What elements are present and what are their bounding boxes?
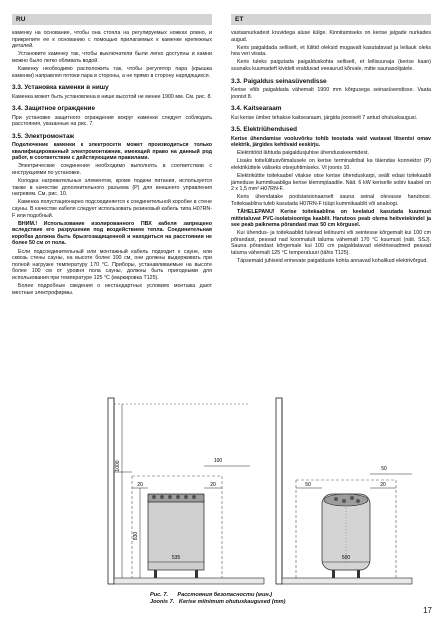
paragraph: Более подробные сведения о нестандартных условиях монтажа дают местные электрофирмы.	[12, 283, 212, 296]
safety-distance-drawing	[100, 396, 423, 592]
paragraph: Каменка полустационарно подсоединяется к соединительной коробке в стене сауны. В качестве кабеля следует использовать резиновый кабель типа H07RN-F или подобный.	[12, 199, 212, 219]
warning-paragraph: TÄHELEPANU! Kerise toitekaablina on keelatud kasutada kuumust mittetaluvat PVC-isolatsiooniga kaablit. Harutoos peab olema heitvetekindel ja see peab paiknema põrandast max 50 cm kõrgusel.	[231, 209, 431, 229]
section-heading-3-3: 3.3. Установка каменки в нишу	[12, 84, 109, 92]
language-tag-ru: RU	[12, 14, 212, 25]
paragraph: Keris paigaldada selliselt, et lülitid oleksid mugavalt kasutatavad ja leiliauk oleks hea veri visata.	[231, 44, 431, 58]
section-heading-3-5: 3.5. Электромонтаж	[12, 132, 75, 140]
paragraph: Каменка может быть установлена в нише высотой не менее 1900 мм. См. рис. 8.	[12, 93, 212, 100]
paragraph: Электрические соединения необходимо выполнять в соответствии с инструкциями по установке.	[12, 163, 212, 177]
paragraph: Kui ühendus- ja toitekaablid tulevad leiliruumi või seintesse kõrgemalt kui 100 cm põrandast, peavad nad koormatult taluma vähemalt 170 °C kuumust (näit. SSJ). Sauna põrandast kõrgemale kui 100 cm paigaldatavad elektriseadmed peavad taluma vähemalt 125 °C temperatuuri (tähis T125).	[231, 230, 431, 257]
paragraph: Täpsemaid juhiseid erinevate paigalduste kohta annavad kohalikud elektrivõrgud.	[237, 258, 428, 265]
warning-paragraph: ВНИМ.! Использование изолированного ПВХ кабеля запрещено вследствие его разрушения под воздействием тепла. Соединительная коробка должна быть брызгозащищенной и находиться на расстоянии не более 50 см от пола.	[12, 220, 212, 247]
left-drawing	[108, 398, 264, 584]
paragraph: Keris tuleks paigutada paigalduskohta selliselt, et leilisuunaja (kerise kaan) suunaks kuumadeft kividelt eralduvad veeaurud kõrvale, mitte saunasolijatele.	[231, 59, 431, 72]
paragraph: Keris ühendatake poolstatsionaarselt sauna seinal olevasse harutoosi. Toitekaablina tuleb kasutada H07RN-F tüüpi kummikaablit või analoogi.	[231, 194, 431, 207]
dim-label: 50	[381, 466, 387, 472]
section-heading-3-5: 3.5. Elektriühendused	[231, 126, 298, 134]
dim-label: 100	[213, 458, 223, 464]
dim-label: 535	[171, 555, 181, 561]
dim-label: 830	[133, 531, 139, 541]
paragraph: каменку на основание, чтобы она стояла на регулируемых ножках ровно, и прикрепите ее к основанию с помощью прилагаемых к каменке крепежных деталей.	[12, 30, 212, 50]
dim-label: 1000	[115, 460, 121, 472]
dim-label: 20	[137, 482, 143, 488]
dim-label: 50	[305, 482, 311, 488]
estonian-column	[231, 30, 431, 266]
section-heading-3-4: 3.4. Защитное ограждение	[12, 105, 96, 113]
paragraph: Lisaks toitelülitusvõimalusele on kerise terminaliribal ka täiendav konnektor (P) elektriküttele väliseks otsejuhtimiseks. Vt joonis 10.	[231, 158, 431, 171]
paragraph: Elektritööd lähtuda paigaldusjuhise ühendusskeemidest.	[237, 150, 369, 157]
warning-paragraph: Подключение каменки к электросети может производиться только квалифицированный электромонтажник, имеющий право на данный род работ, в соответствии с действующими правилами.	[12, 142, 212, 162]
paragraph: vastasnurkadest kruvidega aluse külge. Kinnitamiseks on kerise jalgade nurkades augud.	[231, 30, 431, 43]
paragraph: При установке защитного ограждения вокруг каменки следует соблюдать расстояния, указанные на рис. 7.	[12, 114, 212, 128]
dim-label: 500	[341, 555, 351, 561]
section-heading-3-3: 3.3. Paigaldus seinasüvendisse	[231, 77, 327, 85]
figure-caption	[150, 592, 286, 606]
paragraph: Kui kerise ümber tehakse kaitsearaam, järgida jooniselt 7 antud ohutuskaugusi.	[231, 114, 418, 121]
page-number: 17	[423, 606, 432, 615]
caption-et: Joonis 7. Kerise miinimum ohutuskaugused (mm)	[150, 599, 286, 605]
russian-column	[12, 30, 212, 298]
warning-paragraph: Kerise ühendamise vooluvõrku tohib teostada vaid vastavat litsentsi omav elektrik, järgides kehtivaid eeskirju.	[231, 135, 431, 149]
paragraph: Установите каменку так, чтобы выключатели были легко доступны и камни можно было легко обливать водой.	[12, 51, 212, 64]
paragraph: Колодка нагревательных элементов, кроме подачи питания, используется также в качестве дополнительного разъема (P) для внешнего управления нагревом. См. рис. 10.	[12, 178, 212, 198]
language-tag-et: ET	[231, 14, 431, 25]
paragraph: Kerise võib paigaldada vähemalt 1900 mm kõrgusega seinasüvendisse. Vaata joonist 8.	[231, 86, 431, 100]
paragraph: Каменку необходимо расположить так, чтобы регулятор пара (крышка каменки) направлял потоки пара в стороны, а не прямо в сторону нарядящихся.	[12, 65, 212, 79]
paragraph: Elektriküttte toitekaabel viiakse otse kerise ühenduskarpi, seält edasi toitekaabli jämeduse kummikaabliga kerise klemmplaadile. Näit. 6 kW keriselle sobiv kaabel on 2 x 1,5 mm² H07RN-F.	[231, 173, 431, 193]
caption-ru: Рис. 7. Расстояния безопасности (мин.)	[150, 592, 273, 598]
paragraph: Если подсоединительный или монтажный кабель подходит к сауне, или сквозь стены сауны, на высоте более 100 см, они должны выдерживать при полной нагрузке температуру 170 °С. Приборы, устанавливаемые на высоте более 100 см от уровня пола сауны, должны быть пригодными для использования при температуре 125 °С (маркировка T125).	[12, 248, 212, 281]
dim-label: 20	[380, 482, 386, 488]
safety-distance-figure	[100, 396, 423, 608]
section-heading-3-4: 3.4. Kaitsearaam	[231, 105, 282, 113]
right-drawing	[276, 398, 412, 584]
dim-label: 20	[210, 482, 216, 488]
